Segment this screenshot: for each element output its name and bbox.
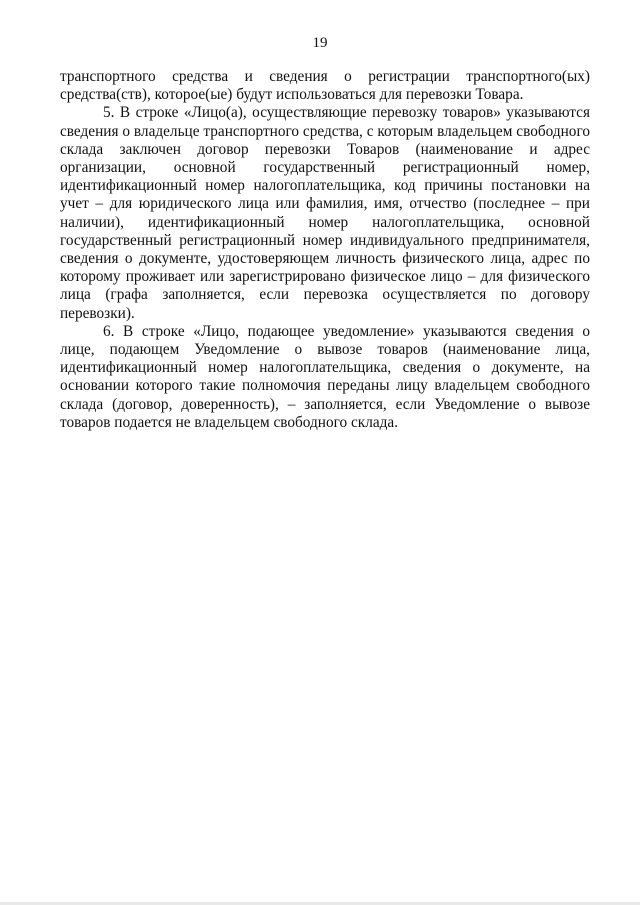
document-body [60,68,590,432]
paragraph-item-5: 5. В строке «Лицо(а), осуществляющие перевозку товаров» указываются сведения о владельце транспортного средства, с которым владельцем свободного склада заключен договор перевозки Товаров (наименование и адрес организации, основной государственный регистрационный номер, идентификационный номер налогоплательщика, код причины постановки на учет – для юридического лица или фамилия, имя, отчество (последнее – при наличии), идентификационный номер налогоплательщика, основной государственный регистрационный номер индивидуального предпринимателя, сведения о документе, удостоверяющем личность физического лица, адрес по которому проживает или зарегистрировано физическое лицо – для физического лица (графа заполняется, если перевозка осуществляется по договору перевозки). [60,104,590,322]
paragraph-continuation: транспортного средства и сведения о регистрации транспортного(ых) средства(ств), которое(ые) будут использоваться для перевозки Товара. [60,68,590,104]
paragraph-item-6: 6. В строке «Лицо, подающее уведомление» указываются сведения о лице, подающем Уведомление о вывозе товаров (наименование лица, идентификационный номер налогоплательщика, сведения о документе, на основании которого такие полномочия переданы лицу владельцем свободного склада (договор, доверенность), – заполняется, если Уведомление о вывозе товаров подается не владельцем свободного склада. [60,322,590,431]
page-number: 19 [312,35,328,51]
